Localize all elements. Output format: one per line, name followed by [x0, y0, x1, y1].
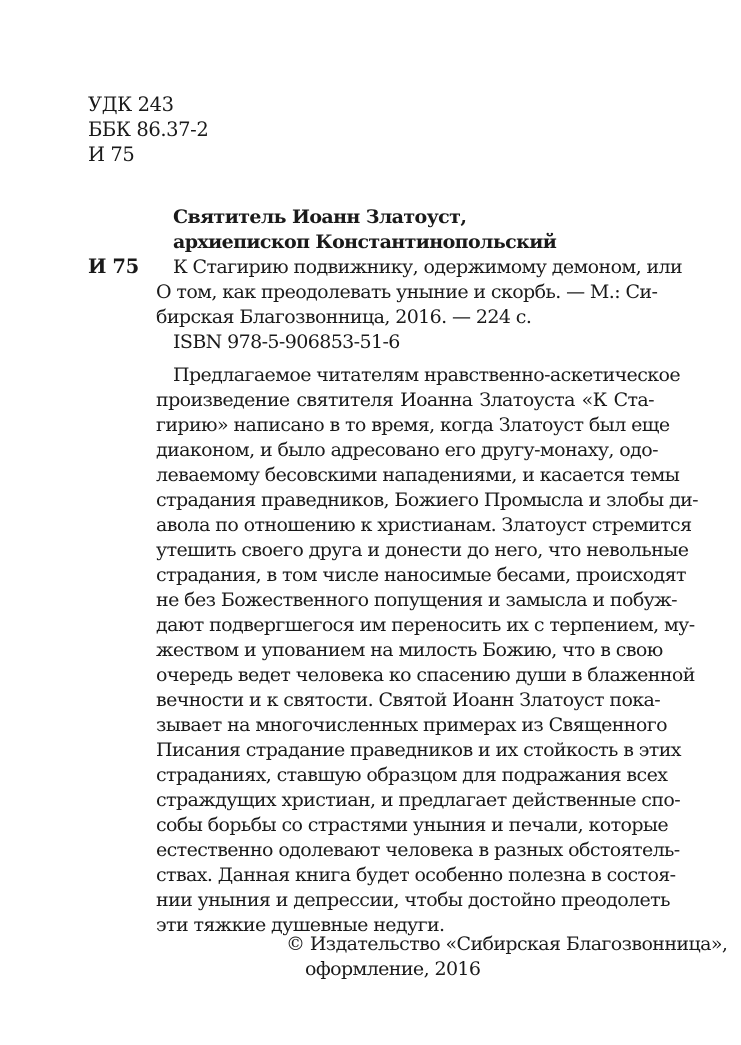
copyright-line: оформление, 2016 [305, 958, 481, 980]
annotation-line: эти тяжкие душевные недуги. [156, 914, 445, 936]
annotation-line: естественно одолевают человека в разных обстоятель- [156, 839, 680, 861]
udk-code: УДК 243 [88, 93, 174, 116]
annotation-line: Предлагаемое читателям нравственно-аскетическое [173, 364, 680, 386]
annotation-line: нии уныния и депрессии, чтобы достойно преодолеть [156, 889, 670, 911]
annotation-line: не без Божественного попущения и замысла и побуж- [156, 589, 677, 611]
author-title: архиепископ Константинопольский [173, 231, 557, 253]
annotation-line: дают подвергшегося им переносить их с терпением, му- [156, 614, 695, 636]
annotation-line: диаконом, и было адресовано его другу-монаху, одо- [156, 439, 658, 461]
author-sign: И 75 [88, 143, 135, 166]
annotation-line: Писания страдание праведников и их стойкость в этих [156, 739, 681, 761]
annotation-line: очередь ведет человека ко спасению души в блаженной [156, 664, 695, 686]
annotation-line: утешить своего друга и донести до него, что невольные [156, 539, 689, 561]
author-name: Святитель Иоанн Златоуст, [173, 206, 467, 228]
annotation-line: собы борьбы со страстями уныния и печали, которые [156, 814, 669, 836]
annotation-line: страдания праведников, Божиего Промысла и злобы ди- [156, 489, 698, 511]
index-mark: И 75 [88, 255, 139, 278]
annotation-line: леваемому бесовскими нападениями, и касается темы [156, 464, 680, 486]
annotation-line: ствах. Данная книга будет особенно полезна в состоя- [156, 864, 676, 886]
annotation-line: страданиях, ставшую образцом для подражания всех [156, 764, 668, 786]
isbn: ISBN 978-5-906853-51-6 [173, 331, 400, 353]
annotation-line: страждущих христиан, и предлагает действенные спо- [156, 789, 681, 811]
title-line: О том, как преодолевать уныние и скорбь. — М.: Си- [156, 281, 658, 303]
annotation-line: вечности и к святости. Святой Иоанн Златоуст пока- [156, 689, 661, 711]
annotation-line: авола по отношению к христианам. Златоуст стремится [156, 514, 692, 536]
annotation-line: жеством и упованием на милость Божию, что в свою [156, 639, 663, 661]
title-line: К Стагирию подвижнику, одержимому демоном, или [173, 256, 683, 278]
copyright-line: © Издательство «Сибирская Благозвонница», [286, 933, 728, 955]
title-line: бирская Благозвонница, 2016. — 224 с. [156, 306, 532, 328]
bbk-code: ББК 86.37-2 [88, 118, 209, 141]
annotation-line: произведение святителя Иоанна Златоуста «К Ста- [156, 389, 654, 411]
annotation-line: зывает на многочисленных примерах из Священного [156, 714, 667, 736]
annotation-line: гирию» написано в то время, когда Златоуст был еще [156, 414, 670, 436]
annotation-line: страдания, в том числе наносимые бесами, происходят [156, 564, 686, 586]
